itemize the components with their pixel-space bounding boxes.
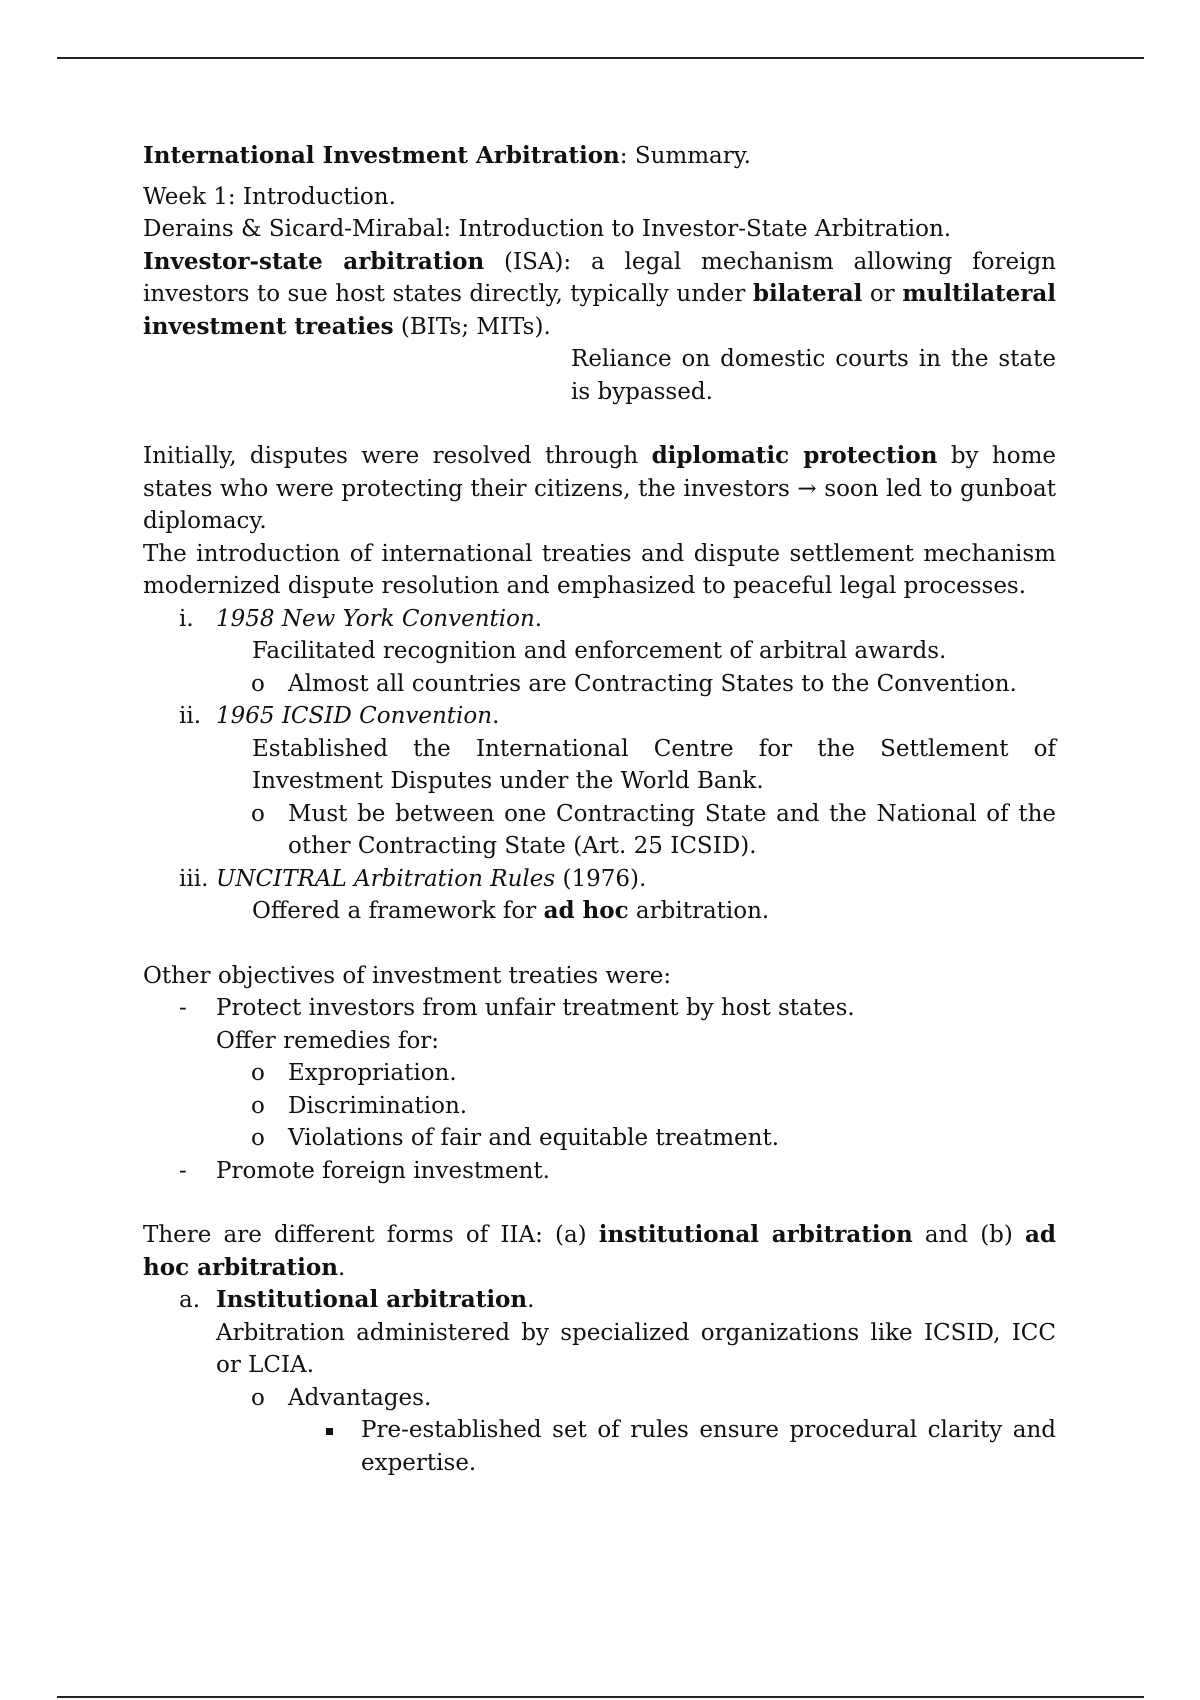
isa-definition: Investor-state arbitration (ISA): a legal mechanism allowing foreign investors to sue host states directly, typically under bilateral or multilateral investment treaties (BITs; MITs).	[143, 247, 1056, 340]
square-bullet-icon	[326, 1428, 333, 1435]
document-body	[143, 140, 1056, 1479]
convention-title: 1958 New York Convention	[216, 605, 535, 632]
advantage-item: Pre-established set of rules ensure procedural clarity and expertise.	[143, 1414, 1056, 1479]
list-number: i.	[179, 605, 194, 632]
convention-bullet: o Must be between one Contracting State and the National of the other Contracting State (Art. 25 ICSID).	[143, 798, 1056, 863]
convention-item: i. 1958 New York Convention.	[143, 603, 1056, 636]
dash-bullet-icon: -	[179, 1157, 187, 1184]
document-title: International Investment Arbitration: Summary.	[143, 142, 751, 169]
circle-bullet-icon: o	[251, 1092, 265, 1119]
convention-description: Established the International Centre for the Settlement of Investment Disputes under the World Bank.	[252, 735, 1056, 794]
dash-bullet-icon: -	[179, 995, 187, 1021]
remedy-item: o Expropriation.	[143, 1057, 1056, 1090]
convention-description: Offered a framework for ad hoc arbitration.	[252, 897, 770, 924]
objectives-intro: Other objectives of investment treaties were:	[143, 962, 672, 989]
circle-bullet-icon: o	[251, 1384, 265, 1411]
circle-bullet-icon: o	[251, 1125, 265, 1151]
remedy-item: o Discrimination.	[143, 1090, 1056, 1123]
convention-item: ii. 1965 ICSID Convention.	[143, 700, 1056, 733]
objective-item: - Protect investors from unfair treatment by host states.	[143, 992, 1056, 1025]
convention-title: 1965 ICSID Convention	[216, 703, 493, 729]
institutional-heading: a. Institutional arbitration.	[143, 1284, 1056, 1317]
remedy-item: o Violations of fair and equitable treatment.	[143, 1122, 1056, 1155]
advantages-label: o Advantages.	[143, 1382, 1056, 1415]
remedies-intro: Offer remedies for:	[216, 1027, 440, 1054]
objective-item: - Promote foreign investment.	[143, 1155, 1056, 1188]
convention-bullet: o Almost all countries are Contracting States to the Convention.	[143, 668, 1056, 701]
circle-bullet-icon: o	[251, 670, 265, 697]
circle-bullet-icon: o	[251, 1060, 265, 1086]
week-heading: Week 1: Introduction.	[143, 183, 396, 210]
bypass-note: Reliance on domestic courts in the state is bypassed.	[571, 346, 1056, 405]
history-paragraph: Initially, disputes were resolved through diplomatic protection by home states who were protecting their citizens, the investors → soon led to gunboat diplomacy.	[143, 442, 1056, 534]
modernization-paragraph: The introduction of international treaties and dispute settlement mechanism modernized dispute resolution and emphasized to peaceful legal processes.	[143, 540, 1056, 599]
convention-description: Facilitated recognition and enforcement of arbitral awards.	[252, 638, 947, 664]
header-rule	[57, 57, 1144, 59]
institutional-description: Arbitration administered by specialized organizations like ICSID, ICC or LCIA.	[216, 1319, 1056, 1378]
list-number: ii.	[179, 703, 202, 729]
list-number: iii.	[179, 865, 209, 892]
footer-rule	[57, 1696, 1144, 1698]
convention-title: UNCITRAL Arbitration Rules	[216, 865, 556, 892]
forms-paragraph: There are different forms of IIA: (a) institutional arbitration and (b) ad hoc arbitration.	[143, 1221, 1056, 1281]
convention-item: iii. UNCITRAL Arbitration Rules (1976).	[143, 863, 1056, 896]
list-number: a.	[179, 1287, 201, 1313]
reading-reference: Derains & Sicard-Mirabal: Introduction to Investor-State Arbitration.	[143, 216, 952, 242]
circle-bullet-icon: o	[251, 800, 265, 827]
